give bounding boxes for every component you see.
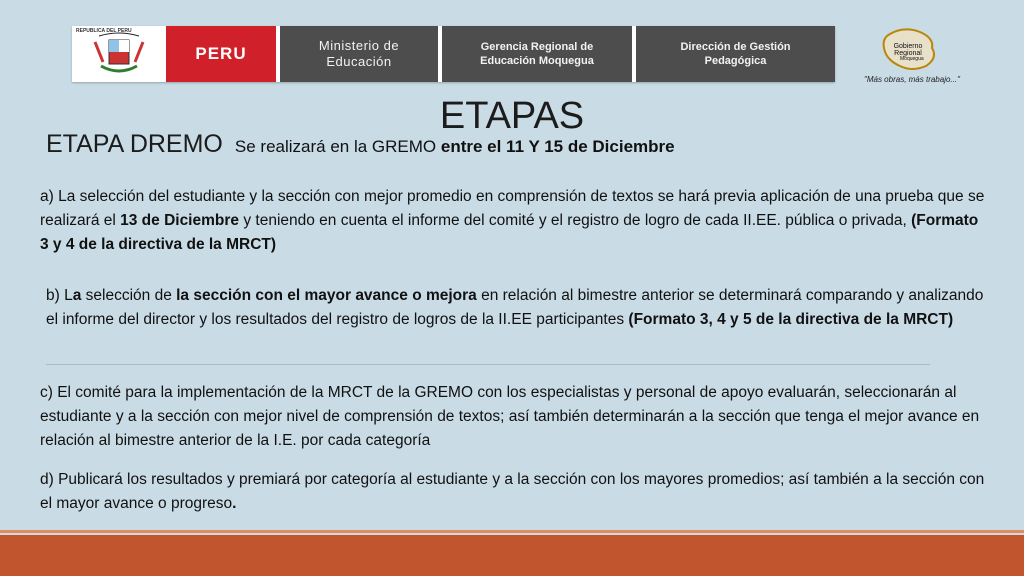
para-b-bold-1: a — [72, 287, 82, 304]
para-b-text-2: selección de — [81, 287, 177, 304]
ministry-line-1: Ministerio de — [318, 38, 400, 53]
direccion-gestion-logo — [636, 26, 835, 82]
para-b-bold-3: (Formato 3, 4 y 5 de la directiva de la MRCT) — [628, 311, 954, 328]
direccion-line-1: Dirección de Gestión — [680, 41, 791, 53]
gore-subtitle: Moquegua — [900, 56, 924, 62]
para-d-text-1: d) Publicará los resultados y premiará por categoría al estudiante y a la sección con los mayores promedios; así también a la sección con el mayor avance o progreso — [40, 471, 985, 512]
para-d-bold-1: . — [232, 495, 237, 512]
peru-label: PERU — [166, 26, 276, 82]
para-a-text-1: a) La selección del estudiante y la sección con mejor promedio en comprensión de textos se hará previa aplicación de una prueba que se realizará el — [40, 188, 985, 229]
gore-slogan: "Más obras, más trabajo..." — [864, 75, 960, 84]
divider — [46, 364, 930, 365]
etapa-desc-plain: Se realizará en la GREMO — [234, 137, 441, 156]
gerencia-line-1: Gerencia Regional de — [480, 41, 594, 53]
seal-caption: REPUBLICA DEL PERU — [76, 28, 132, 34]
para-b-text-3: en relación al bimestre anterior se determinará comparando y analizando el informe del director y los resultados del registro de logros de la II.EE participantes — [46, 287, 984, 328]
gerencia-line-2: Educación Moquegua — [480, 55, 594, 67]
footer-accent-line — [0, 530, 1024, 533]
gore-name — [882, 43, 934, 57]
paragraph-a — [40, 185, 990, 257]
coat-of-arms-icon — [89, 28, 149, 80]
gobierno-regional-logo — [860, 26, 970, 88]
gore-name-line-1: Gobierno — [893, 43, 923, 50]
para-b-text-1: b) L — [46, 287, 73, 304]
footer-band — [0, 535, 1024, 576]
ministerio-educacion-logo — [280, 26, 438, 82]
ministry-line-2: Educación — [326, 54, 392, 69]
etapa-desc-bold: entre el 11 Y 15 de Diciembre — [440, 137, 675, 156]
paragraph-c — [40, 381, 990, 453]
para-b-bold-2: la sección con el mayor avance o mejora — [176, 287, 477, 304]
peru-coat-of-arms — [72, 26, 166, 82]
para-a-bold-1: 13 de Diciembre — [120, 212, 240, 229]
paragraph-d — [40, 468, 990, 516]
etapa-description — [235, 137, 675, 156]
header-logo-strip — [72, 26, 835, 82]
etapa-name: ETAPA DREMO — [46, 130, 223, 158]
para-a-text-2: y teniendo en cuenta el informe del comité y el registro de logro de cada II.EE. pública o privada, — [239, 212, 912, 229]
etapa-heading — [46, 130, 675, 159]
gerencia-regional-logo — [442, 26, 632, 82]
gore-name-line-2: Regional — [894, 50, 922, 57]
paragraph-b — [46, 284, 986, 332]
slide-title: ETAPAS — [439, 95, 585, 137]
direccion-line-2: Pedagógica — [704, 55, 767, 67]
para-c-text-1: c) El comité para la implementación de la MRCT de la GREMO con los especialistas y personal de apoyo evaluarán, seleccionarán al estudiante y a la sección con mejor nivel de comprensión de textos; así también determinarán a la sección que tenga el mejor avance en relación al bimestre anterior de la I.E. por cada categoría — [40, 384, 980, 449]
para-a-bold-2: (Formato 3 y 4 de la directiva de la MRCT) — [40, 212, 979, 253]
